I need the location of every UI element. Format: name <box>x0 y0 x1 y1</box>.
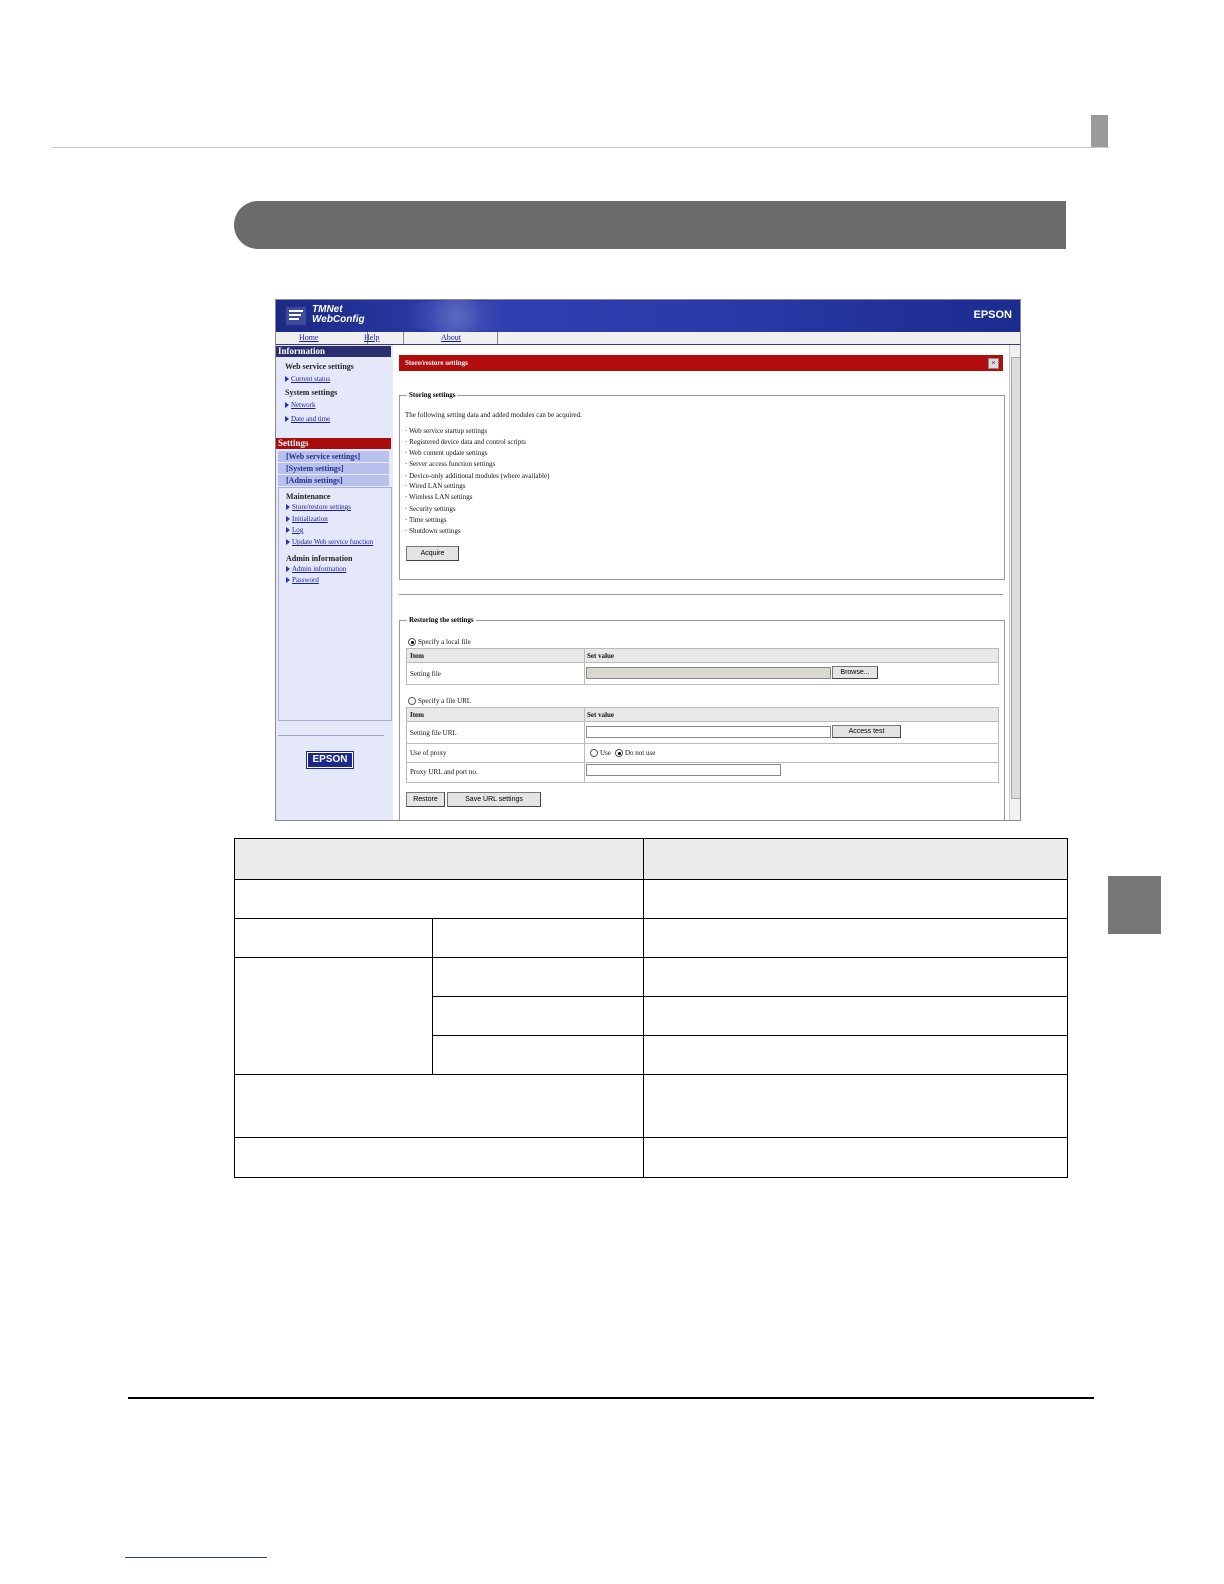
table-row <box>432 996 1067 997</box>
table-row <box>235 879 1067 880</box>
arrow-right-icon <box>286 566 290 572</box>
browse-button[interactable]: Browse... <box>832 666 878 679</box>
nav-separator <box>497 332 498 344</box>
chapter-marker <box>1091 115 1108 147</box>
column-divider <box>432 918 433 1074</box>
proxy-use-label: Use <box>600 749 611 757</box>
table-row <box>235 1074 1067 1075</box>
col-divider <box>584 708 585 782</box>
radio-unselected-icon <box>408 697 416 705</box>
save-url-settings-button[interactable]: Save URL settings <box>447 792 541 807</box>
side-chapter-tab <box>1108 876 1161 934</box>
information-header: Information <box>276 346 391 357</box>
local-file-radio-label: Specify a local file <box>418 638 471 646</box>
column-divider <box>643 839 644 1177</box>
scrollbar-thumb[interactable] <box>1011 357 1021 799</box>
sidebar-item-current-status[interactable] <box>285 375 330 383</box>
top-nav <box>276 332 1020 345</box>
header-decoration <box>386 300 526 332</box>
arrow-right-icon <box>285 376 289 382</box>
section-banner <box>234 201 1066 249</box>
sidebar-item-label: Network <box>291 401 316 409</box>
storing-item: · Security settings <box>405 505 456 513</box>
table-row <box>235 957 1067 958</box>
file-url-radio[interactable] <box>408 697 471 705</box>
sidebar-item-log[interactable] <box>286 526 303 534</box>
storing-item: · Wired LAN settings <box>405 482 466 490</box>
panel-title-text: Store/restore settings <box>405 359 468 367</box>
row-divider <box>407 762 998 763</box>
nav-about[interactable]: About <box>441 333 461 342</box>
table-row <box>235 918 1067 919</box>
storing-fieldset <box>399 395 1005 580</box>
section-divider <box>399 594 1003 595</box>
system-settings-label: System settings <box>285 388 338 397</box>
menu-web-service-settings[interactable]: [Web service settings] <box>278 451 389 462</box>
sidebar-item-label: Password <box>292 576 319 584</box>
arrow-right-icon <box>286 527 290 533</box>
proxy-url-input[interactable] <box>586 764 781 776</box>
storing-item: · Time settings <box>405 516 447 524</box>
storing-item: · Server access function settings <box>405 460 496 468</box>
table-header <box>407 649 998 663</box>
sidebar-item-label: Current status <box>291 375 331 383</box>
settings-table <box>234 838 1068 1178</box>
close-icon[interactable]: × <box>988 358 999 369</box>
app-header <box>276 300 1020 332</box>
app-name-line2: WebConfig <box>312 314 365 325</box>
sidebar-item-label: Admin information <box>292 565 347 573</box>
sidebar-item-label: Update Web service function <box>292 538 374 546</box>
arrow-right-icon <box>286 577 290 583</box>
storing-item: · Shutdown settings <box>405 527 461 535</box>
arrow-right-icon <box>286 504 290 510</box>
web-service-settings-label: Web service settings <box>285 362 354 371</box>
sidebar-divider <box>278 735 384 736</box>
maintenance-label: Maintenance <box>286 492 331 501</box>
panel-title <box>399 355 1003 371</box>
table-row <box>235 1137 1067 1138</box>
radio-selected-icon <box>408 638 416 646</box>
file-url-radio-label: Specify a file URL <box>418 697 472 705</box>
vertical-scrollbar[interactable] <box>1009 345 1021 820</box>
sidebar-item-label: Date and time <box>291 415 331 423</box>
restoring-legend: Restoring the settings <box>409 616 474 624</box>
storing-item: · Web content update settings <box>405 449 488 457</box>
sidebar-item-label: Store/restore settings <box>292 503 351 511</box>
arrow-right-icon <box>285 402 289 408</box>
arrow-right-icon <box>286 516 290 522</box>
storing-intro: The following setting data and added modules can be acquired. <box>405 411 582 419</box>
app-logo-icon <box>286 307 306 325</box>
sidebar-item-date-and-time[interactable] <box>285 415 330 423</box>
radio-unselected-icon <box>590 749 598 757</box>
app-name-line1: TMNet <box>312 304 343 315</box>
arrow-right-icon <box>286 539 290 545</box>
sidebar-item-store-restore[interactable] <box>286 503 351 511</box>
webconfig-screenshot <box>275 299 1021 821</box>
radio-selected-icon <box>615 749 623 757</box>
sidebar-item-label: Log <box>292 526 304 534</box>
table-header <box>407 708 998 722</box>
menu-admin-settings[interactable]: [Admin settings] <box>278 475 389 486</box>
storing-item: · Web service startup settings <box>405 427 488 435</box>
storing-item: · Registered device data and control scripts <box>405 438 526 446</box>
sidebar-item-update-web-service[interactable] <box>286 538 373 546</box>
col-item: Item <box>410 652 424 660</box>
nav-help[interactable]: Help <box>364 333 380 342</box>
sidebar-epson-logo: EPSON <box>307 752 353 768</box>
app-name <box>312 305 365 325</box>
access-test-button[interactable]: Access test <box>832 725 901 738</box>
setting-file-url-label: Setting file URL <box>410 729 457 737</box>
use-of-proxy-label: Use of proxy <box>410 749 447 757</box>
acquire-button[interactable]: Acquire <box>406 546 459 561</box>
col-divider <box>584 649 585 684</box>
setting-file-input[interactable] <box>586 667 831 679</box>
sidebar-item-initialization[interactable] <box>286 515 328 523</box>
nav-separator <box>403 332 404 344</box>
restore-button[interactable]: Restore <box>406 792 445 807</box>
settings-header: Settings <box>276 438 391 449</box>
table-row <box>432 1035 1067 1036</box>
nav-home[interactable]: Home <box>299 333 319 342</box>
main-content <box>393 345 1020 820</box>
proxy-do-not-use-radio[interactable] <box>615 749 655 757</box>
sidebar-item-network[interactable] <box>285 401 316 409</box>
footer-rule <box>128 1397 1094 1399</box>
sidebar-item-password[interactable] <box>286 576 319 584</box>
proxy-use-radio[interactable] <box>590 749 611 757</box>
menu-system-settings[interactable]: [System settings] <box>278 463 389 474</box>
row-divider <box>407 743 998 744</box>
footer-link-underline <box>125 1557 267 1558</box>
arrow-right-icon <box>285 416 289 422</box>
storing-item: · Wireless LAN settings <box>405 493 473 501</box>
setting-file-label: Setting file <box>410 670 441 678</box>
brand-logo: EPSON <box>973 309 1012 321</box>
storing-item: · Device-only additional modules (where available) <box>405 472 550 480</box>
sidebar <box>276 345 393 820</box>
admin-information-label: Admin information <box>286 554 353 563</box>
col-set-value: Set value <box>587 711 615 719</box>
table-header <box>235 839 1067 879</box>
sidebar-item-label: Initialization <box>292 515 328 523</box>
setting-file-url-input[interactable] <box>586 726 831 738</box>
local-file-radio[interactable] <box>408 638 471 646</box>
storing-legend: Storing settings <box>409 391 456 399</box>
header-rule <box>52 147 1109 148</box>
sidebar-item-admin-information[interactable] <box>286 565 346 573</box>
proxy-do-not-use-label: Do not use <box>625 749 656 757</box>
proxy-url-label: Proxy URL and port no. <box>410 768 478 776</box>
col-item: Item <box>410 711 424 719</box>
col-set-value: Set value <box>587 652 615 660</box>
